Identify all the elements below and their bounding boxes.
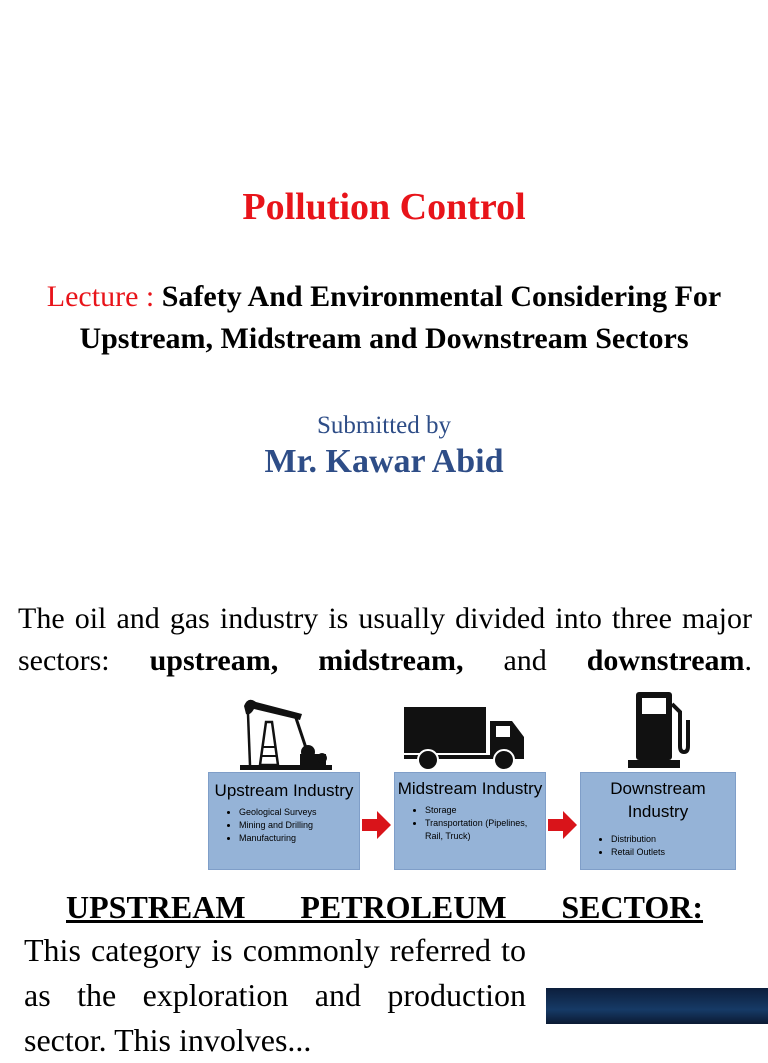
upstream-item: • Mining and Drilling xyxy=(239,819,359,832)
midstream-term: midstream, xyxy=(318,644,464,677)
and-word: and xyxy=(503,644,547,677)
midstream-box-title: Midstream Industry xyxy=(397,779,543,798)
downstream-term: downstream xyxy=(586,644,745,677)
lecture-subtitle xyxy=(40,276,728,360)
upstream-item: • Manufacturing xyxy=(239,832,359,845)
oil-rig-photo xyxy=(546,988,768,1024)
fuel-pump-icon xyxy=(626,690,692,770)
downstream-box-title: Downstream Industry xyxy=(610,779,706,821)
intro-text: The oil and gas industry is usually divided into three major sectors: xyxy=(18,602,752,677)
upstream-industry-box xyxy=(208,772,360,870)
author-name: Mr. Kawar Abid xyxy=(264,443,504,480)
section-paragraph: This category is commonly referred to as the exploration and production sector. This involves... xyxy=(24,932,526,1058)
midstream-item: • Transportation (Pipelines, Rail, Truck) xyxy=(425,817,545,843)
downstream-item: • Retail Outlets xyxy=(611,846,735,859)
lecture-text: Safety And Environmental Considering For Upstream, Midstream and Downstream Sectors xyxy=(79,280,722,355)
midstream-item: • Storage xyxy=(425,804,545,817)
downstream-item: • Distribution xyxy=(611,833,735,846)
downstream-industry-box xyxy=(580,772,736,870)
slide-title: Pollution Control xyxy=(242,186,526,228)
upstream-item: • Geological Surveys xyxy=(239,806,359,819)
section-heading: UPSTREAM PETROLEUM SECTOR: xyxy=(66,889,703,925)
upstream-box-title: Upstream Industry xyxy=(214,781,354,800)
oil-pumpjack-icon xyxy=(240,692,332,770)
midstream-industry-box xyxy=(394,772,546,870)
upstream-term: upstream, xyxy=(149,644,279,677)
submitted-by-label: Submitted by xyxy=(316,412,452,439)
arrow-right-icon xyxy=(362,810,392,840)
intro-paragraph xyxy=(18,598,752,682)
lecture-label: Lecture : xyxy=(46,280,162,313)
intro-period: . xyxy=(744,644,753,677)
truck-icon xyxy=(402,705,526,771)
arrow-right-icon xyxy=(548,810,578,840)
